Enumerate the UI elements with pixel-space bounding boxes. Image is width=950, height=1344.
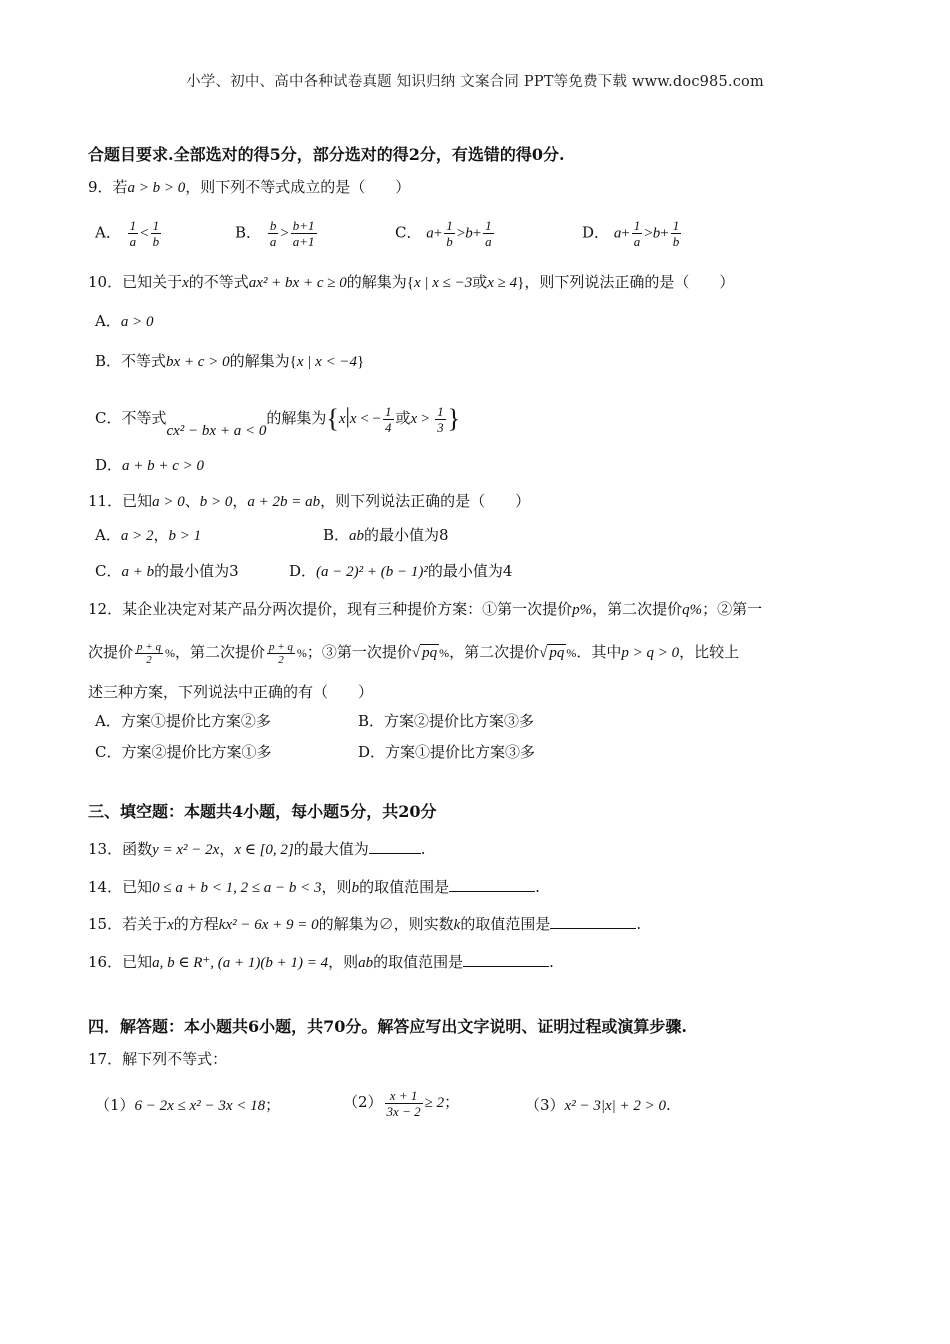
q11-option-c: C．a + b的最小值为3 — [95, 562, 239, 580]
q11-option-d: D．(a − 2)² + (b − 1)²的最小值为4 — [289, 562, 513, 580]
question-16: 16．已知a, b ∈ R⁺, (a + 1)(b + 1) = 4，则ab的取值范围是 . — [88, 953, 554, 971]
question-12-line-1: 12．某企业决定对某产品分两次提价，现有三种提价方案：①第一次提价p%，第二次提价q%；②第一 — [88, 600, 763, 618]
q9-option-b: B． $\frac{b}{a}$ > $\frac{b+1}{a+1}$ — [235, 218, 315, 249]
q10-inequality: ax² + bx + c ≥ 0 — [248, 275, 347, 291]
question-17-title: 17．解下列不等式： — [88, 1050, 228, 1068]
q12-option-d: D．方案①提价比方案③多 — [358, 743, 536, 761]
q12-option-b: B．方案②提价比方案③多 — [358, 712, 535, 730]
q15-answer-blank — [550, 914, 636, 929]
q13-answer-blank — [369, 839, 421, 854]
q9-option-d: D． a+ $\frac{1}{a}$ >b+ $\frac{1}{b}$ — [582, 218, 680, 249]
question-12-line-3: 述三种方案，下列说法中正确的有（ ） — [88, 683, 374, 701]
q9-option-a: A． $\frac{1}{a}$ < $\frac{1}{b}$ — [95, 218, 160, 249]
section-3-title: 三、填空题：本题共4小题，每小题5分，共20分 — [88, 802, 437, 821]
q11-option-b: B．ab的最小值为8 — [323, 526, 449, 544]
q9-condition: a > b > 0 — [127, 180, 186, 196]
q9-option-c: C． a+ $\frac{1}{b}$ >b+ $\frac{1}{a}$ — [395, 218, 492, 249]
question-14: 14．已知0 ≤ a + b < 1, 2 ≤ a − b < 3，则b的取值范围是 . — [88, 878, 540, 896]
section-intro: 合题目要求.全部选对的得5分，部分选对的得2分，有选错的得0分. — [88, 145, 565, 164]
q14-answer-blank — [449, 877, 535, 892]
q10-option-d: D．a + b + c > 0 — [95, 456, 205, 474]
question-9: 9．若a > b > 0，则下列不等式成立的是（ ） — [88, 178, 411, 196]
question-10: 10．已知关于x的不等式ax² + bx + c ≥ 0的解集为{x | x ≤ −3或x ≥ 4}，则下列说法正确的是（ ） — [88, 273, 735, 291]
q11-option-a: A．a > 2，b > 1 — [95, 526, 202, 544]
section-4-title: 四．解答题：本小题共6小题，共70分。解答应写出文字说明、证明过程或演算步骤. — [88, 1017, 687, 1036]
page-header: 小学、初中、高中各种试卷真题 知识归纳 文案合同 PPT等免费下载 www.doc985.com — [186, 74, 764, 90]
q17-part-2: （2） $\frac{x + 1}{3x - 2}$ ≥ 2； — [343, 1087, 460, 1119]
q10-option-c: C．不等式cx² − bx + a < 0的解集为{x|x < − $\frac{1}{4}$ 或x > $\frac{1}{3}$ } — [95, 403, 461, 439]
question-11: 11．已知a > 0、b > 0，a + 2b = ab，则下列说法正确的是（ ） — [88, 492, 531, 510]
q12-option-c: C．方案②提价比方案①多 — [95, 743, 272, 761]
q10-option-a: A．a > 0 — [95, 312, 154, 330]
q10-option-b: B．不等式bx + c > 0的解集为{x | x < −4} — [95, 352, 365, 370]
q17-part-3: （3）x² − 3|x| + 2 > 0. — [525, 1096, 671, 1114]
q16-answer-blank — [463, 952, 549, 967]
question-12-line-2: 次提价 $\frac{p + q}{2}$ %，第二次提价 $\frac{p + q}{2}$ %；③第一次提价√ pq %，第二次提价√ pq %．其中p > q > 0，比较上 — [88, 640, 740, 666]
question-13: 13．函数y = x² − 2x，x ∈ [0, 2]的最大值为 . — [88, 840, 426, 858]
q17-part-1: （1）6 − 2x ≤ x² − 3x < 18； — [95, 1096, 281, 1114]
question-15: 15．若关于x的方程kx² − 6x + 9 = 0的解集为∅，则实数k的取值范围是 . — [88, 915, 642, 933]
q12-option-a: A．方案①提价比方案②多 — [95, 712, 271, 730]
